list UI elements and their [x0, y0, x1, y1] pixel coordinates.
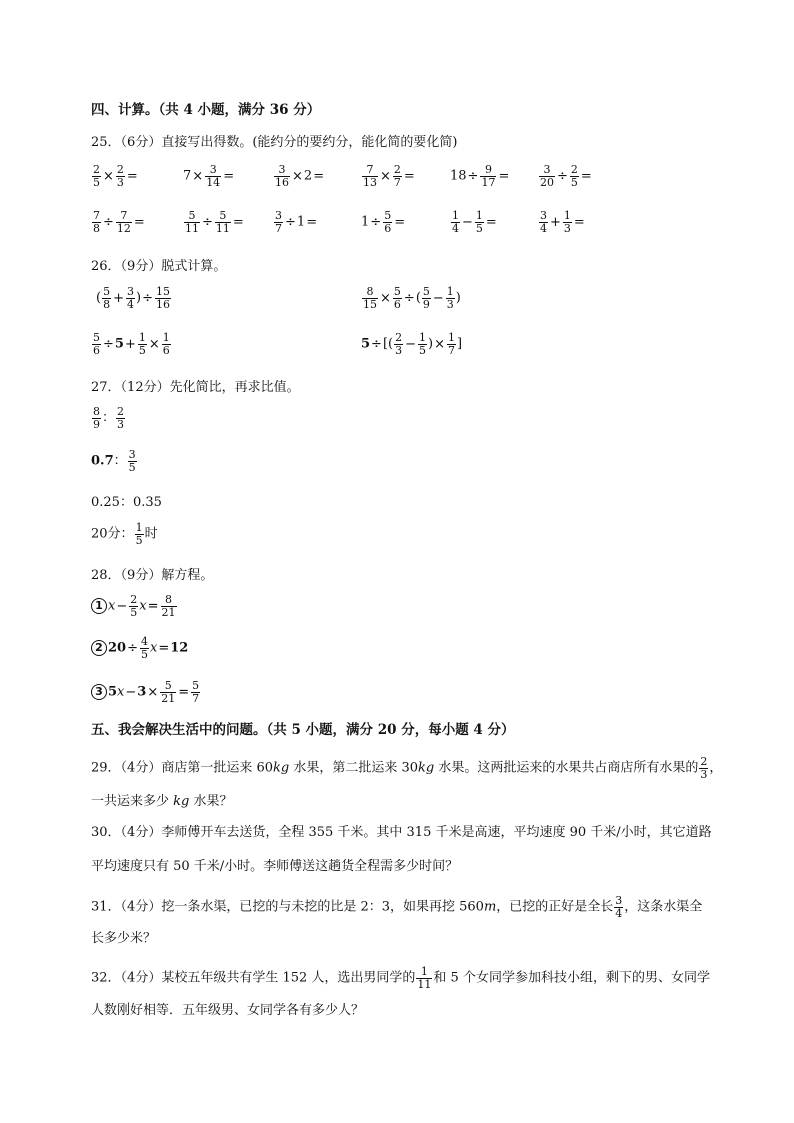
- q26-expr-4: 5÷[( $\frac{2}{3}$ − $\frac{1}{5}$ )× $\frac{1}{7}$ ]: [361, 331, 463, 357]
- question-31-line-2: 长多少米？: [91, 931, 157, 946]
- q28-equation-1: 1 x− $\frac{2}{5}$ x= $\frac{8}{21}$: [91, 594, 178, 618]
- question-32-line-2: 人数刚好相等．五年级男、女同学各有多少人？: [91, 1003, 365, 1018]
- question-29-line-1: 29．（4分）商店第一批运来 60kg 水果，第二批运来 30kg 水果。这两批运来的水果共占商店所有水果的 $\frac{2}{3}$ ，: [91, 755, 723, 781]
- q25-item-11: $\frac{1}{4}$ − $\frac{1}{5}$ =: [452, 209, 497, 235]
- q25-item-8: $\frac{5}{11}$ ÷ $\frac{5}{11}$ =: [185, 209, 244, 235]
- q25-item-1: $\frac{2}{5}$ × $\frac{2}{3}$ =: [93, 163, 138, 189]
- q26-expr-3: $\frac{5}{6}$ ÷5+ $\frac{1}{5}$ × $\frac{1}{6}$: [93, 331, 170, 357]
- q25-item-10: 1÷ $\frac{5}{6}$ =: [361, 209, 406, 235]
- q27-item-2: 0.7： $\frac{3}{5}$: [91, 448, 136, 474]
- section-4-title: 四、计算。（共 4 小题，满分 36 分）: [91, 102, 321, 118]
- q27-item-4: 20分： $\frac{1}{5}$ 时: [91, 521, 158, 547]
- question-32-line-1: 32．（4分）某校五年级共有学生 152 人，选出男同学的 $\frac{1}{11}$ 和 5 个女同学参加科技小组，剩下的男、女同学: [91, 965, 710, 991]
- question-26-heading: 26．（9分）脱式计算。: [91, 259, 227, 274]
- circled-number: 3: [91, 684, 107, 700]
- question-25-heading: 25．（6分）直接写出得数。(能约分的要约分，能化简的要化简): [91, 135, 458, 150]
- q28-equation-2: 2 20÷ $\frac{4}{5}$ x=12: [91, 636, 188, 660]
- fraction: $\frac{2}{5}$: [93, 163, 100, 189]
- q27-item-1: $\frac{8}{9}$ ： $\frac{2}{3}$: [93, 405, 125, 431]
- q26-expr-1: ( $\frac{5}{8}$ + $\frac{3}{4}$ )÷ $\frac{15}{16}$: [96, 285, 170, 311]
- question-27-heading: 27．（12分）先化简比，再求比值。: [91, 380, 300, 395]
- q25-item-2: 7× $\frac{3}{14}$ =: [183, 163, 235, 189]
- section-5-title: 五、我会解决生活中的问题。（共 5 小题，满分 20 分，每小题 4 分）: [91, 722, 515, 738]
- question-30-line-2: 平均速度只有 50 千米/小时。李师傅送这趟货全程需多少时间？: [91, 859, 459, 874]
- q25-item-6: $\frac{3}{20}$ ÷ $\frac{2}{5}$ =: [540, 163, 592, 189]
- q25-item-7: $\frac{7}{8}$ ÷ $\frac{7}{12}$ =: [93, 209, 145, 235]
- question-30-line-1: 30．（4分）李师傅开车去送货，全程 355 千米。其中 315 千米是高速，平均速度 90 千米/小时，其它道路: [91, 825, 712, 840]
- question-28-heading: 28．（9分）解方程。: [91, 568, 214, 583]
- q25-item-12: $\frac{3}{4}$ + $\frac{1}{3}$ =: [540, 209, 585, 235]
- circled-number: 1: [91, 598, 107, 614]
- q25-item-3: $\frac{3}{16}$ ×2=: [275, 163, 325, 189]
- q25-item-4: $\frac{7}{13}$ × $\frac{2}{7}$ =: [363, 163, 415, 189]
- q28-equation-3: 3 5x−3× $\frac{5}{21}$ = $\frac{5}{7}$: [91, 680, 201, 704]
- q27-item-3: 0.25：0.35: [91, 495, 162, 510]
- question-31-line-1: 31．（4分）挖一条水渠，已挖的与未挖的比是 2：3，如果再挖 560m，已挖的正好是全长 $\frac{3}{4}$ ，这条水渠全: [91, 894, 703, 920]
- q25-item-9: $\frac{3}{7}$ ÷1=: [275, 209, 318, 235]
- question-29-line-2: 一共运来多少 kg 水果？: [91, 794, 233, 809]
- circled-number: 2: [91, 640, 107, 656]
- q26-expr-2: $\frac{8}{15}$ × $\frac{5}{6}$ ÷( $\frac{5}{9}$ − $\frac{1}{3}$ ): [363, 285, 461, 311]
- q25-item-5: 18÷ $\frac{9}{17}$ =: [450, 163, 510, 189]
